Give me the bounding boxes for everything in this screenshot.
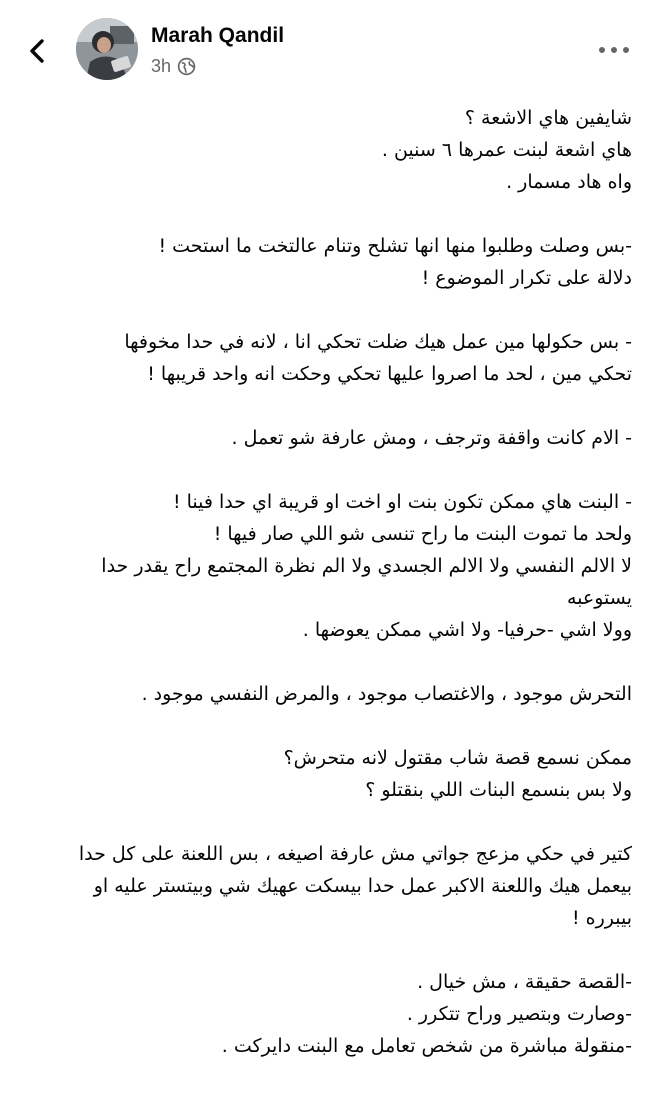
post-paragraph xyxy=(16,838,632,934)
post-line: - بس حكولها مين عمل هيك ضلت تحكي انا ، لانه في حدا مخوفها xyxy=(124,331,632,353)
back-button[interactable] xyxy=(22,36,52,66)
post-line: شايفين هاي الاشعة ؟ xyxy=(464,107,632,129)
post-paragraph xyxy=(16,102,632,198)
post-paragraph xyxy=(16,422,632,454)
more-horizontal-icon xyxy=(598,46,630,54)
post-line: -بس وصلت وطلبوا منها انها تشلح وتنام عالتخت ما استحت ! xyxy=(158,235,632,257)
post-line: بيعمل هيك واللعنة الاكبر عمل حدا بيسكت عهيك شي وبيتستر عليه او xyxy=(93,875,632,897)
post-line: دلالة على تكرار الموضوع ! xyxy=(421,267,632,289)
post-paragraph xyxy=(16,966,632,1062)
post-header xyxy=(0,0,650,96)
post-paragraph xyxy=(16,678,632,710)
post-paragraph xyxy=(16,230,632,294)
post-line: - الام كانت واقفة وترجف ، ومش عارفة شو تعمل . xyxy=(231,427,632,449)
post-line: كتير في حكي مزعج جواتي مش عارفة اصيغه ، بس اللعنة على كل حدا xyxy=(78,843,632,865)
chevron-left-icon xyxy=(27,38,47,64)
post-line: -وصارت وبتصير وراح تتكرر . xyxy=(406,1003,632,1025)
post-line: ولحد ما تموت البنت ما راح تنسى شو اللي صار فيها ! xyxy=(213,523,632,545)
post-line: تحكي مين ، لحد ما اصروا عليها تحكي وحكت انه واحد قريبها ! xyxy=(147,363,632,385)
post-meta xyxy=(151,55,196,77)
avatar[interactable] xyxy=(76,18,138,80)
post-timestamp[interactable]: 3h xyxy=(151,55,172,76)
post-line: واه هاد مسمار . xyxy=(506,171,632,193)
post-paragraph xyxy=(16,326,632,390)
post-line: هاي اشعة لبنت عمرها ٦ سنين . xyxy=(381,139,632,161)
post-line: بيبرره ! xyxy=(571,907,632,929)
post-line: ولا بس بنسمع البنات اللي بنقتلو ؟ xyxy=(365,779,632,801)
post-line: لا الالم النفسي ولا الالم الجسدي ولا الم نظرة المجتمع راح يقدر حدا xyxy=(101,555,632,577)
post-line: وولا اشي -حرفيا- ولا اشي ممكن يعوضها . xyxy=(302,619,632,641)
post-line: التحرش موجود ، والاغتصاب موجود ، والمرض النفسي موجود . xyxy=(141,683,632,705)
author-name[interactable]: Marah Qandil xyxy=(151,24,285,47)
post-line: يستوعبه xyxy=(566,587,632,609)
post-paragraph xyxy=(16,486,632,646)
post-body xyxy=(16,102,632,1094)
more-options-button[interactable] xyxy=(594,36,634,64)
post-paragraph xyxy=(16,742,632,806)
post-line: -القصة حقيقة ، مش خيال . xyxy=(417,971,632,993)
globe-icon[interactable] xyxy=(177,57,196,76)
post-line: - البنت هاي ممكن تكون بنت او اخت او قريبة اي حدا فينا ! xyxy=(172,491,632,513)
post-line: ممكن نسمع قصة شاب مقتول لانه متحرش؟ xyxy=(283,747,632,769)
post-line: -منقولة مباشرة من شخص تعامل مع البنت دايركت . xyxy=(221,1035,632,1057)
